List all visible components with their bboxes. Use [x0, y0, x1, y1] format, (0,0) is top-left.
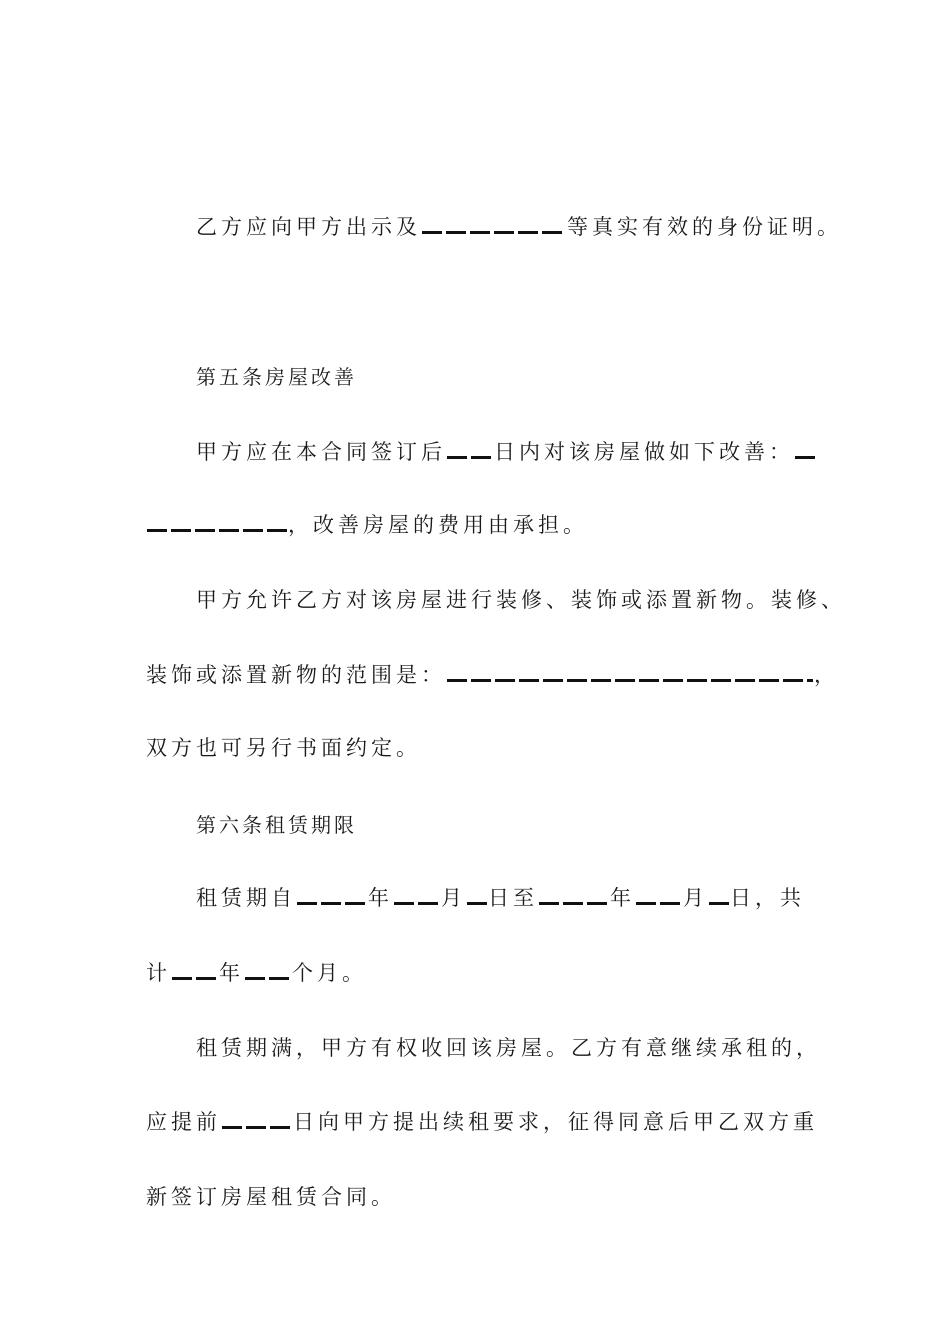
term-year-3: 年 — [219, 961, 244, 985]
decoration-line-1 — [196, 585, 846, 615]
decoration-text-b: 装饰或添置新物的范围是： — [146, 663, 446, 687]
end-day-blank — [709, 902, 729, 905]
renewal-text-b: 应提前 — [146, 1110, 221, 1134]
renewal-text-a: 租赁期满，甲方有权收回该房屋。乙方有意继续承租的， — [196, 1036, 821, 1060]
decoration-text-a: 甲方允许乙方对该房屋进行装修、装饰或添置新物。装修、 — [196, 588, 846, 612]
identity-text-before: 乙方应向甲方出示及 — [196, 215, 421, 239]
renewal-line-3 — [146, 1182, 396, 1212]
term-line-2 — [146, 958, 367, 988]
end-year-blank — [539, 902, 609, 905]
identity-text-after: 等真实有效的身份证明。 — [567, 215, 842, 239]
renewal-line-1 — [196, 1033, 821, 1063]
improvement-line-2 — [146, 510, 588, 540]
term-day-2: 日，共 — [730, 886, 805, 910]
renewal-text-d: 新签订房屋租赁合同。 — [146, 1185, 396, 1209]
renewal-line-2 — [146, 1107, 818, 1137]
identity-paragraph — [196, 212, 842, 242]
article-5-heading: 第五条房屋改善 — [196, 365, 357, 389]
term-year-2: 年 — [610, 886, 635, 910]
improvement-content-blank-end — [147, 529, 287, 532]
decoration-line-2 — [146, 660, 839, 690]
improvement-text-a: 甲方应在本合同签订后 — [196, 440, 446, 464]
decoration-line-3 — [146, 733, 421, 763]
end-month-blank — [636, 902, 682, 905]
term-month-3: 个月。 — [292, 961, 367, 985]
decoration-text-d: 双方也可另行书面约定。 — [146, 736, 421, 760]
term-line-1 — [196, 883, 805, 913]
decoration-text-c: ， — [814, 663, 839, 687]
term-day-1: 日至 — [488, 886, 538, 910]
improvement-days-blank — [447, 456, 493, 459]
total-months-blank — [245, 977, 291, 980]
improvement-content-blank-start — [795, 456, 817, 459]
term-month-2: 月 — [683, 886, 708, 910]
term-year-1: 年 — [368, 886, 393, 910]
improvement-text-b: 日内对该房屋做如下改善： — [494, 440, 794, 464]
start-month-blank — [394, 902, 440, 905]
total-years-blank — [172, 977, 218, 980]
start-year-blank — [297, 902, 367, 905]
improvement-text-c: ，改善房屋的费用由承担。 — [288, 513, 588, 537]
identity-blank — [422, 231, 566, 234]
renewal-text-c: 日向甲方提出续租要求，征得同意后甲乙双方重 — [293, 1110, 818, 1134]
term-month-1: 月 — [441, 886, 466, 910]
article-6-heading: 第六条租赁期限 — [196, 813, 357, 837]
term-text-b: 计 — [146, 961, 171, 985]
decoration-scope-blank — [447, 679, 813, 682]
term-text-a: 租赁期自 — [196, 886, 296, 910]
start-day-blank — [467, 902, 487, 905]
improvement-line-1 — [196, 437, 818, 467]
renewal-days-blank — [222, 1126, 292, 1129]
